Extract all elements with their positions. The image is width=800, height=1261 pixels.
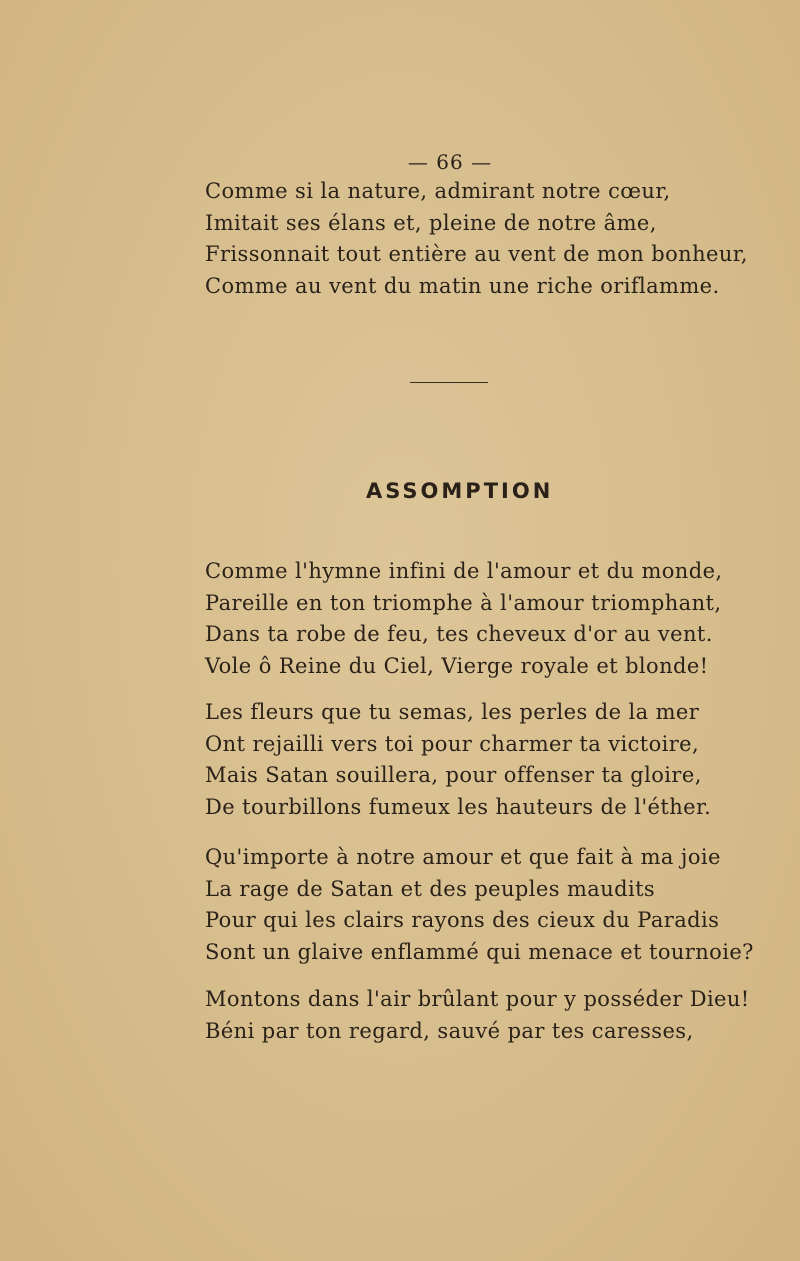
stanza-previous-poem-ending xyxy=(205,176,765,302)
stanza xyxy=(205,556,765,682)
verse-line: Frissonnait tout entière au vent de mon bonheur, xyxy=(205,242,748,266)
verse-line: Sont un glaive enflammé qui menace et tournoie? xyxy=(205,939,754,964)
stanza xyxy=(205,697,765,823)
verse-line: La rage de Satan et des peuples maudits xyxy=(205,876,656,901)
verse-line: Dans ta robe de feu, tes cheveux d'or au vent. xyxy=(205,622,713,646)
verse-line: Qu'importe à notre amour et que fait à ma joie xyxy=(205,845,721,869)
verse-line: Les fleurs que tu semas, les perles de la mer xyxy=(205,700,700,724)
verse-line: De tourbillons fumeux les hauteurs de l'éther. xyxy=(205,794,712,819)
verse-line: Montons dans l'air brûlant pour y posséder Dieu! xyxy=(205,987,750,1011)
verse-line: Comme au vent du matin une riche oriflamme. xyxy=(205,273,720,298)
verse-line: Comme l'hymne infini de l'amour et du monde, xyxy=(205,559,723,583)
section-separator-rule xyxy=(410,382,488,383)
verse-line: Pareille en ton triomphe à l'amour triomphant, xyxy=(205,590,722,615)
page-number: — 66 — xyxy=(407,150,493,174)
verse-line: Imitait ses élans et, pleine de notre âme, xyxy=(205,210,657,235)
verse-line: Vole ô Reine du Ciel, Vierge royale et blonde! xyxy=(205,653,709,678)
verse-line: Béni par ton regard, sauvé par tes caresses, xyxy=(205,1018,694,1043)
verse-line: Mais Satan souillera, pour offenser ta gloire, xyxy=(205,763,702,787)
verse-line: Pour qui les clairs rayons des cieux du Paradis xyxy=(205,908,720,932)
verse-line: Comme si la nature, admirant notre cœur, xyxy=(205,179,671,203)
stanza xyxy=(205,984,765,1047)
verse-line: Ont rejailli vers toi pour charmer ta victoire, xyxy=(205,731,700,756)
stanza xyxy=(205,842,765,968)
poem-title: ASSOMPTION xyxy=(366,479,554,503)
